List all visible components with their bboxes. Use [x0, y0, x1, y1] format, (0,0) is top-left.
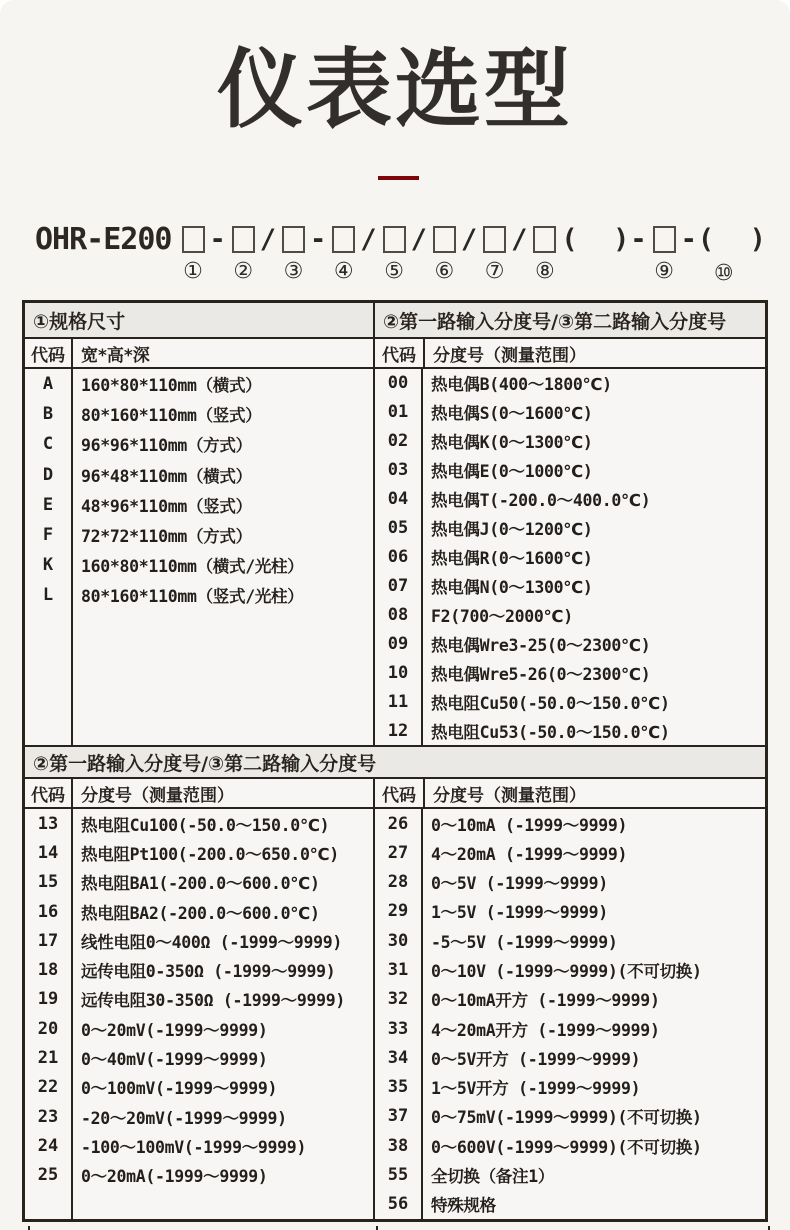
title-divider: [378, 176, 419, 180]
code-cell: 05: [375, 514, 423, 543]
model-code-unit: [210, 224, 227, 288]
code-cell: 14: [25, 838, 73, 867]
spec-cell: 0～5V (-1999～9999): [431, 874, 608, 894]
spec-cell: 0～10mA (-1999～9999): [431, 815, 628, 835]
spec-cell: F2(700～2000℃): [431, 606, 573, 626]
code-cell: 27: [375, 838, 423, 867]
code-cell: 55: [375, 1160, 423, 1189]
spec-cell: 热电偶E(0～1000℃): [431, 462, 593, 482]
model-separator: -( ): [680, 224, 767, 255]
model-separator: /: [360, 224, 378, 255]
spec-cell: 热电偶T(-200.0～400.0℃): [431, 491, 651, 511]
code-cell: 21: [25, 1043, 73, 1072]
column-header-range: 分度号（测量范围）: [73, 779, 375, 809]
spec-cell: 线性电阻0～400Ω (-1999～9999): [81, 932, 342, 952]
model-separator: /: [460, 224, 479, 255]
model-code-unit: [483, 224, 506, 286]
section2-column-header-row: [25, 779, 765, 809]
page-title: 仪表选型: [217, 40, 573, 140]
code-cell: 38: [375, 1131, 423, 1160]
spec-cell: -100～100mV(-1999～9999): [81, 1137, 307, 1157]
model-code-box: [533, 226, 556, 253]
code-cell: D: [25, 460, 73, 490]
code-cell: 20: [25, 1014, 73, 1043]
column-header-dimensions: 宽*高*深: [73, 339, 375, 369]
code-cell: 17: [25, 926, 73, 955]
spec-cell: 全切换（备注1）: [431, 1167, 555, 1187]
code-cell: 37: [375, 1102, 423, 1131]
model-code-unit: [383, 224, 406, 286]
selection-table: [22, 300, 768, 1222]
spec-cell: 热电阻BA2(-200.0～600.0℃): [81, 903, 320, 923]
spec-cell: 160*80*110mm（横式/光柱）: [81, 557, 304, 577]
spec-cell: -20～20mV(-1999～9999): [81, 1108, 287, 1128]
code-cell: 07: [375, 571, 423, 600]
spec-cell: 热电阻Cu100(-50.0～150.0℃): [81, 815, 330, 835]
code-cell: 12: [375, 716, 423, 745]
code-cell: E: [25, 490, 73, 520]
column-header-range: 分度号（测量范围）: [425, 779, 765, 809]
model-position-number: ②: [233, 259, 254, 284]
model-separator: /: [259, 224, 278, 255]
column-header-range: 分度号（测量范围）: [425, 339, 765, 369]
spec-cell: 热电偶K(0～1300℃): [431, 433, 593, 453]
code-cell: 32: [375, 985, 423, 1014]
model-code-box: [282, 226, 305, 253]
model-position-number: ⑤: [384, 259, 404, 284]
spec-cell: 0～100mV(-1999～9999): [81, 1079, 278, 1099]
code-cell: 18: [25, 955, 73, 984]
next-table-sliver: [28, 1226, 770, 1230]
code-cell: 08: [375, 600, 423, 629]
code-cell: 10: [375, 658, 423, 687]
column-header-code: 代码: [375, 779, 425, 809]
spec-cell: 1～5V (-1999～9999): [431, 903, 608, 923]
model-code-unit: [182, 224, 205, 286]
spec-cell: 4～20mA开方 (-1999～9999): [431, 1020, 660, 1040]
model-code-unit: [360, 224, 377, 288]
code-cell: 29: [375, 897, 423, 926]
model-position-number: ⑨: [654, 259, 674, 284]
input-code-table-26-56: [375, 809, 765, 1219]
model-code-unit: [260, 224, 277, 288]
code-cell: 35: [375, 1073, 423, 1102]
section1-body: [25, 369, 765, 745]
model-code-unit: [511, 224, 528, 288]
model-separator: ( )-: [561, 224, 648, 255]
input-code-table-00-12: [375, 369, 765, 745]
code-cell: 25: [25, 1161, 73, 1190]
spec-cell: 80*160*110mm（竖式）: [81, 406, 262, 426]
spec-cell: 热电偶S(0～1600℃): [431, 404, 593, 424]
code-cell: 56: [375, 1190, 423, 1219]
model-code-unit: [561, 224, 647, 288]
model-position-number: ⑥: [434, 259, 455, 284]
model-position-number: ⑦: [484, 259, 505, 284]
code-cell: 02: [375, 427, 423, 456]
code-cell: 31: [375, 955, 423, 984]
section2-header: ②第一路输入分度号/③第二路输入分度号: [25, 745, 765, 779]
spec-cell: 远传电阻30-350Ω (-1999～9999): [81, 991, 346, 1011]
spec-cell: 热电偶B(400～1800℃): [431, 375, 612, 395]
spec-cell: 热电阻BA1(-200.0～600.0℃): [81, 874, 320, 894]
model-code-box: [232, 226, 255, 253]
section1-right-header: ②第一路输入分度号/③第二路输入分度号: [375, 303, 765, 339]
model-code-box: [182, 226, 205, 253]
model-code-box: [653, 226, 676, 253]
spec-cell: 0～10V (-1999～9999)(不可切换): [431, 962, 702, 982]
code-cell: 28: [375, 868, 423, 897]
model-code-unit: [411, 224, 428, 288]
spec-cell: 热电偶Wre3-25(0～2300℃): [431, 635, 651, 655]
spec-cell: 0～20mV(-1999～9999): [81, 1020, 268, 1040]
code-cell: K: [25, 550, 73, 580]
code-cell: 30: [375, 926, 423, 955]
model-separator: -: [310, 224, 328, 255]
spec-cell: 80*160*110mm（竖式/光柱）: [81, 587, 304, 607]
model-code-unit: [681, 224, 767, 288]
code-cell: 26: [375, 809, 423, 838]
code-cell: 04: [375, 485, 423, 514]
section1-left-header: ①规格尺寸: [25, 303, 375, 339]
spec-cell: 热电阻Cu50(-50.0～150.0℃): [431, 693, 670, 713]
spec-cell: 特殊规格: [431, 1196, 496, 1216]
spec-cell: 0～5V开方 (-1999～9999): [431, 1049, 641, 1069]
section2-body: [25, 809, 765, 1219]
input-code-table-13-25: [25, 809, 373, 1219]
spec-cell: 热电阻Pt100(-200.0～650.0℃): [81, 844, 339, 864]
code-cell: 23: [25, 1102, 73, 1131]
spec-cell: 72*72*110mm（方式）: [81, 527, 252, 547]
model-position-number: ⑩: [713, 261, 734, 286]
model-prefix: OHR-E200: [35, 222, 172, 257]
code-cell: F: [25, 520, 73, 550]
model-position-number: ①: [183, 259, 203, 284]
code-cell: C: [25, 429, 73, 459]
code-cell: 33: [375, 1014, 423, 1043]
model-code-line: [35, 224, 767, 288]
spec-cell: 96*96*110mm（方式）: [81, 436, 252, 456]
code-cell: 03: [375, 456, 423, 485]
code-cell: 09: [375, 629, 423, 658]
model-position-number: ⑧: [534, 259, 555, 284]
model-code-unit: [461, 224, 478, 288]
model-position-number: ③: [283, 259, 304, 284]
code-cell: 15: [25, 868, 73, 897]
model-position-number: ④: [333, 259, 354, 284]
code-cell: A: [25, 369, 73, 399]
spec-cell: 热电偶J(0～1200℃): [431, 520, 593, 540]
spec-cell: 热电偶R(0～1600℃): [431, 548, 593, 568]
column-header-code: 代码: [25, 779, 73, 809]
code-cell: 11: [375, 687, 423, 716]
spec-cell: 远传电阻0-350Ω (-1999～9999): [81, 962, 336, 982]
spec-cell: 0～600V(-1999～9999)(不可切换): [431, 1137, 702, 1157]
model-code-pattern: [182, 224, 768, 288]
code-cell: 06: [375, 543, 423, 572]
model-code-box: [332, 226, 355, 253]
model-code-box: [433, 226, 456, 253]
spec-cell: 48*96*110mm（竖式）: [81, 496, 252, 516]
spec-cell: 96*48*110mm（横式）: [81, 466, 252, 486]
model-separator: /: [410, 224, 428, 255]
model-code-unit: [232, 224, 255, 286]
code-cell: 00: [375, 369, 423, 398]
code-cell: 13: [25, 809, 73, 838]
spec-cell: 4～20mA (-1999～9999): [431, 844, 628, 864]
model-code-unit: [282, 224, 305, 286]
spec-cell: 0～10mA开方 (-1999～9999): [431, 991, 660, 1011]
spec-cell: 热电偶Wre5-26(0～2300℃): [431, 664, 651, 684]
model-code-unit: [653, 224, 676, 286]
spec-cell: 热电阻Cu53(-50.0～150.0℃): [431, 722, 670, 742]
code-cell: 34: [375, 1043, 423, 1072]
code-cell: B: [25, 399, 73, 429]
spec-cell: 0～20mA(-1999～9999): [81, 1167, 268, 1187]
spec-cell: -5～5V (-1999～9999): [431, 932, 618, 952]
model-code-unit: [433, 224, 456, 286]
model-separator: -: [209, 224, 227, 255]
spec-cell: 1～5V开方 (-1999～9999): [431, 1079, 641, 1099]
spec-cell: 160*80*110mm（横式）: [81, 376, 262, 396]
section1-header-row: [25, 303, 765, 339]
size-code-table: [25, 369, 373, 745]
model-code-box: [483, 226, 506, 253]
code-cell: 22: [25, 1073, 73, 1102]
spec-cell: 0～75mV(-1999～9999)(不可切换): [431, 1108, 702, 1128]
column-header-code: 代码: [25, 339, 73, 369]
model-code-box: [383, 226, 406, 253]
code-cell: 19: [25, 985, 73, 1014]
spec-cell: 热电偶N(0～1300℃): [431, 577, 593, 597]
model-separator: /: [511, 224, 529, 255]
spec-cell: 0～40mV(-1999～9999): [81, 1050, 268, 1070]
model-code-unit: [310, 224, 327, 288]
code-cell: L: [25, 580, 73, 610]
code-cell: 16: [25, 897, 73, 926]
model-code-unit: [533, 224, 556, 286]
code-cell: 24: [25, 1131, 73, 1160]
model-code-unit: [332, 224, 355, 286]
column-header-code: 代码: [375, 339, 425, 369]
section1-column-header-row: [25, 339, 765, 369]
code-cell: 01: [375, 398, 423, 427]
